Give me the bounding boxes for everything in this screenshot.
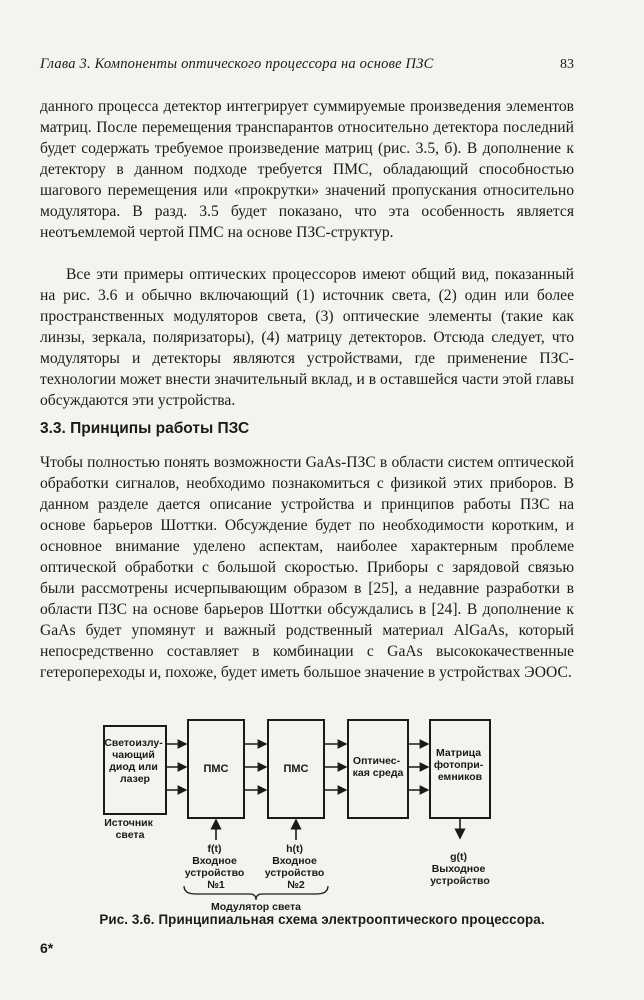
signature-mark: 6* [40, 940, 54, 956]
paragraph-1: данного процесса детектор интегрирует суммируемые произведения элементов матриц. После перемещения транспарантов относительно детектора последний будет содержать требуемое произведение матриц (рис. 3.5, б). В дополнение к детектору в данном подходе требуется ПМС, обладающий способностью шагового перемещения или «прокрутки» значений пропускания относительно модулятора. В разд. 3.5 будет показано, что эта особенность является неотъемлемой чертой ПМС на основе ПЗС-структур. [40, 98, 574, 241]
block-diagram [0, 712, 644, 912]
figure-caption: Рис. 3.6. Принципиальная схема электрооптического процессора. [99, 912, 545, 927]
page-number: 83 [560, 57, 574, 72]
section-heading: 3.3. Принципы работы ПЗС [40, 420, 250, 437]
modulator-label: Модулятор света [211, 901, 301, 912]
detector-matrix-label: Матрица фотопри- емников [433, 747, 484, 783]
modulator-brace [184, 886, 328, 900]
output-label: g(t) Выходное устройство [430, 851, 490, 887]
optics-label: Оптичес- кая среда [352, 755, 404, 779]
pms-1-label: ПМС [203, 763, 229, 775]
running-title: Глава 3. Компоненты оптического процессора на основе ПЗС [40, 56, 434, 72]
pms-2-label: ПМС [283, 763, 309, 775]
diagram-svg [0, 712, 644, 912]
light-source-caption: Источник света [104, 817, 153, 841]
input-arrows [216, 820, 296, 840]
paragraph-3: Чтобы полностью понять возможности GaAs-ПЗС в области систем оптической обработки сигналов, необходимо познакомиться с физикой этих приборов. В данном разделе дается описание устройства и принципов работы ПЗС на основе барьеров Шоттки. Обсуждение будет по необходимости коротким, и основное внимание уделено аспектам, наиболее характерным проблеме оптической обработки с большой скоростью. Приборы с зарядовой связью были рассмотрены исчерпывающим образом в [25], а недавние разработки в области ПЗС на основе барьеров Шоттки обсуждались в [24]. В дополнение к GaAs будет упомянут и важный родственный материал AlGaAs, который непосредственно составляет в комбинации с GaAs высококачественные гетеропереходы и, похоже, будет иметь большое значение в устройствах ЭООС. [40, 454, 574, 681]
light-source-label: Светоизлу- чающий диод или лазер [104, 737, 163, 785]
paragraph-2: Все эти примеры оптических процессоров имеют общий вид, показанный на рис. 3.6 и обычно включающий (1) источник света, (2) один или более пространственных модуляторов света, (3) оптические элементы (такие как линзы, зеркала, поляризаторы), (4) матрицу детекторов. Отсюда следует, что модуляторы и детекторы являются устройствами, где применение ПЗС-технологии может внести значительный вклад, и в оставшейся части этой главы обсуждаются эти устройства. [40, 266, 574, 409]
running-header [40, 56, 574, 73]
input-2-label: h(t) Входное устройство №2 [264, 843, 325, 891]
input-1-label: f(t) Входное устройство №1 [184, 843, 245, 891]
